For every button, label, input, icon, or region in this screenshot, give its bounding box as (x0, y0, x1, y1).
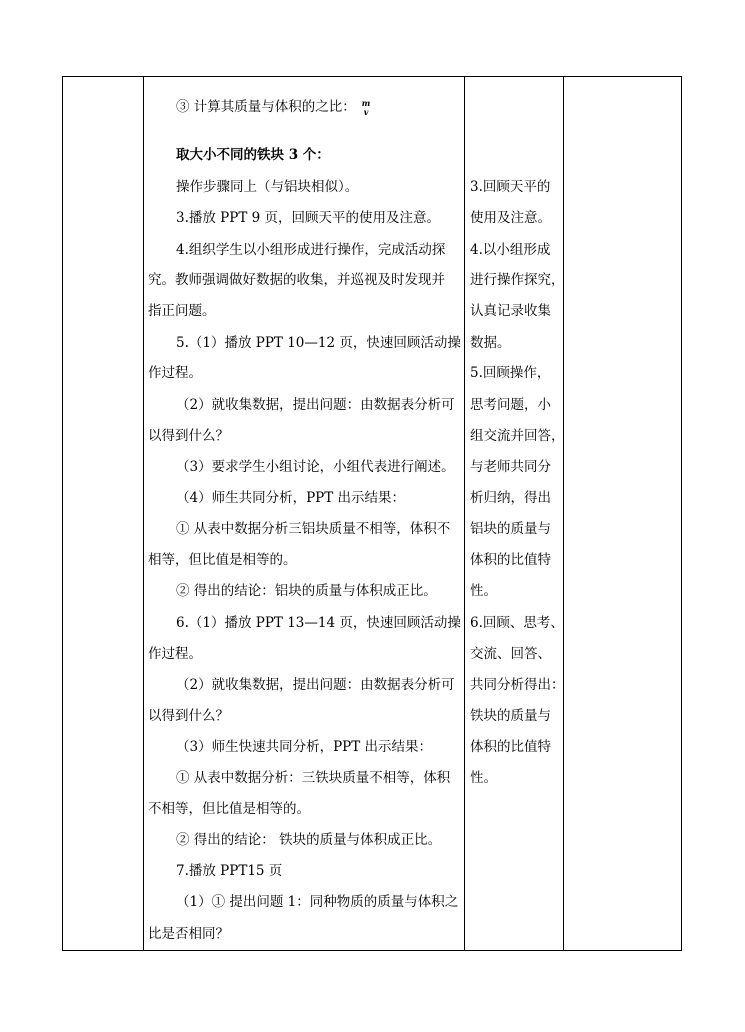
student-line: 性。 (470, 583, 497, 599)
step-line: 以得到什么？ (148, 708, 229, 724)
step-line: 相等，但比值是相等的。 (148, 552, 297, 568)
student-line: 认真记录收集 (470, 303, 551, 319)
step-line: ② 得出的结论： 铁块的质量与体积成正比。 (176, 832, 442, 848)
step-line: ① 从表中数据分析三铝块质量不相等，体积不 (176, 521, 451, 537)
step-line: 比是否相同？ (148, 926, 229, 942)
step-line: ③ 计算其质量与体积的之比： m v (176, 97, 371, 117)
step-line: 指正问题。 (148, 303, 216, 319)
student-line: 5.回顾操作， (470, 365, 551, 381)
step-line: （3）师生快速共同分析，PPT 出示结果： (176, 739, 433, 755)
step-line: 究。教师强调做好数据的收集，并巡视及时发现并 (148, 272, 445, 288)
student-line: 思考问题，小 (470, 397, 551, 413)
step-line: 5.（1）播放 PPT 10—12 页，快速回顾活动操 (176, 335, 461, 351)
student-line: 体积的比值特 (470, 739, 551, 755)
student-line: 使用及注意。 (470, 210, 551, 226)
student-line: 组交流并回答， (470, 428, 565, 444)
step-line: （3）要求学生小组讨论，小组代表进行阐述。 (176, 459, 455, 475)
step-line: （1）① 提出问题 1：同种物质的质量与体积之 (176, 894, 459, 910)
student-line: 4.以小组形成 (470, 242, 551, 258)
step-line: （4）师生共同分析，PPT 出示结果： (176, 490, 406, 506)
lesson-table (62, 76, 682, 951)
step-line: （2）就收集数据，提出问题：由数据表分析可 (176, 397, 455, 413)
student-line: 铝块的质量与 (470, 521, 551, 537)
student-line: 共同分析得出： (470, 677, 565, 693)
student-line: 数据。 (470, 335, 511, 351)
student-line: 进行操作探究， (470, 272, 565, 288)
mass-volume-fraction: m v (361, 97, 371, 117)
student-line: 与老师共同分 (470, 459, 551, 475)
column-divider-2 (464, 77, 465, 950)
student-line: 交流、回答、 (470, 646, 551, 662)
student-line: 性。 (470, 770, 497, 786)
student-line: 体积的比值特 (470, 552, 551, 568)
student-line: 铁块的质量与 (470, 708, 551, 724)
step-line: 4.组织学生以小组形成进行操作，完成活动探 (176, 242, 446, 258)
student-line: 3.回顾天平的 (470, 179, 551, 195)
column-divider-3 (563, 77, 564, 950)
step-line: 以得到什么？ (148, 428, 229, 444)
step-line: ② 得出的结论：铝块的质量与体积成正比。 (176, 583, 437, 599)
step-line: 7.播放 PPT15 页 (176, 863, 283, 879)
step-line: 3.播放 PPT 9 页，回顾天平的使用及注意。 (176, 210, 441, 226)
step-line: 操作步骤同上（与铝块相似）。 (176, 179, 359, 195)
subheading: 取大小不同的铁块 3 个： (176, 147, 330, 163)
step-line: 不相等，但比值是相等的。 (148, 801, 310, 817)
step-line: ① 从表中数据分析：三铁块质量不相等，体积 (176, 770, 451, 786)
step-line: 作过程。 (148, 365, 202, 381)
student-line: 析归纳，得出 (470, 490, 551, 506)
student-line: 6.回顾、思考、 (470, 615, 564, 631)
step-line: （2）就收集数据，提出问题：由数据表分析可 (176, 677, 455, 693)
step-line: 6.（1）播放 PPT 13—14 页，快速回顾活动操 (176, 615, 461, 631)
step-line: 作过程。 (148, 646, 202, 662)
